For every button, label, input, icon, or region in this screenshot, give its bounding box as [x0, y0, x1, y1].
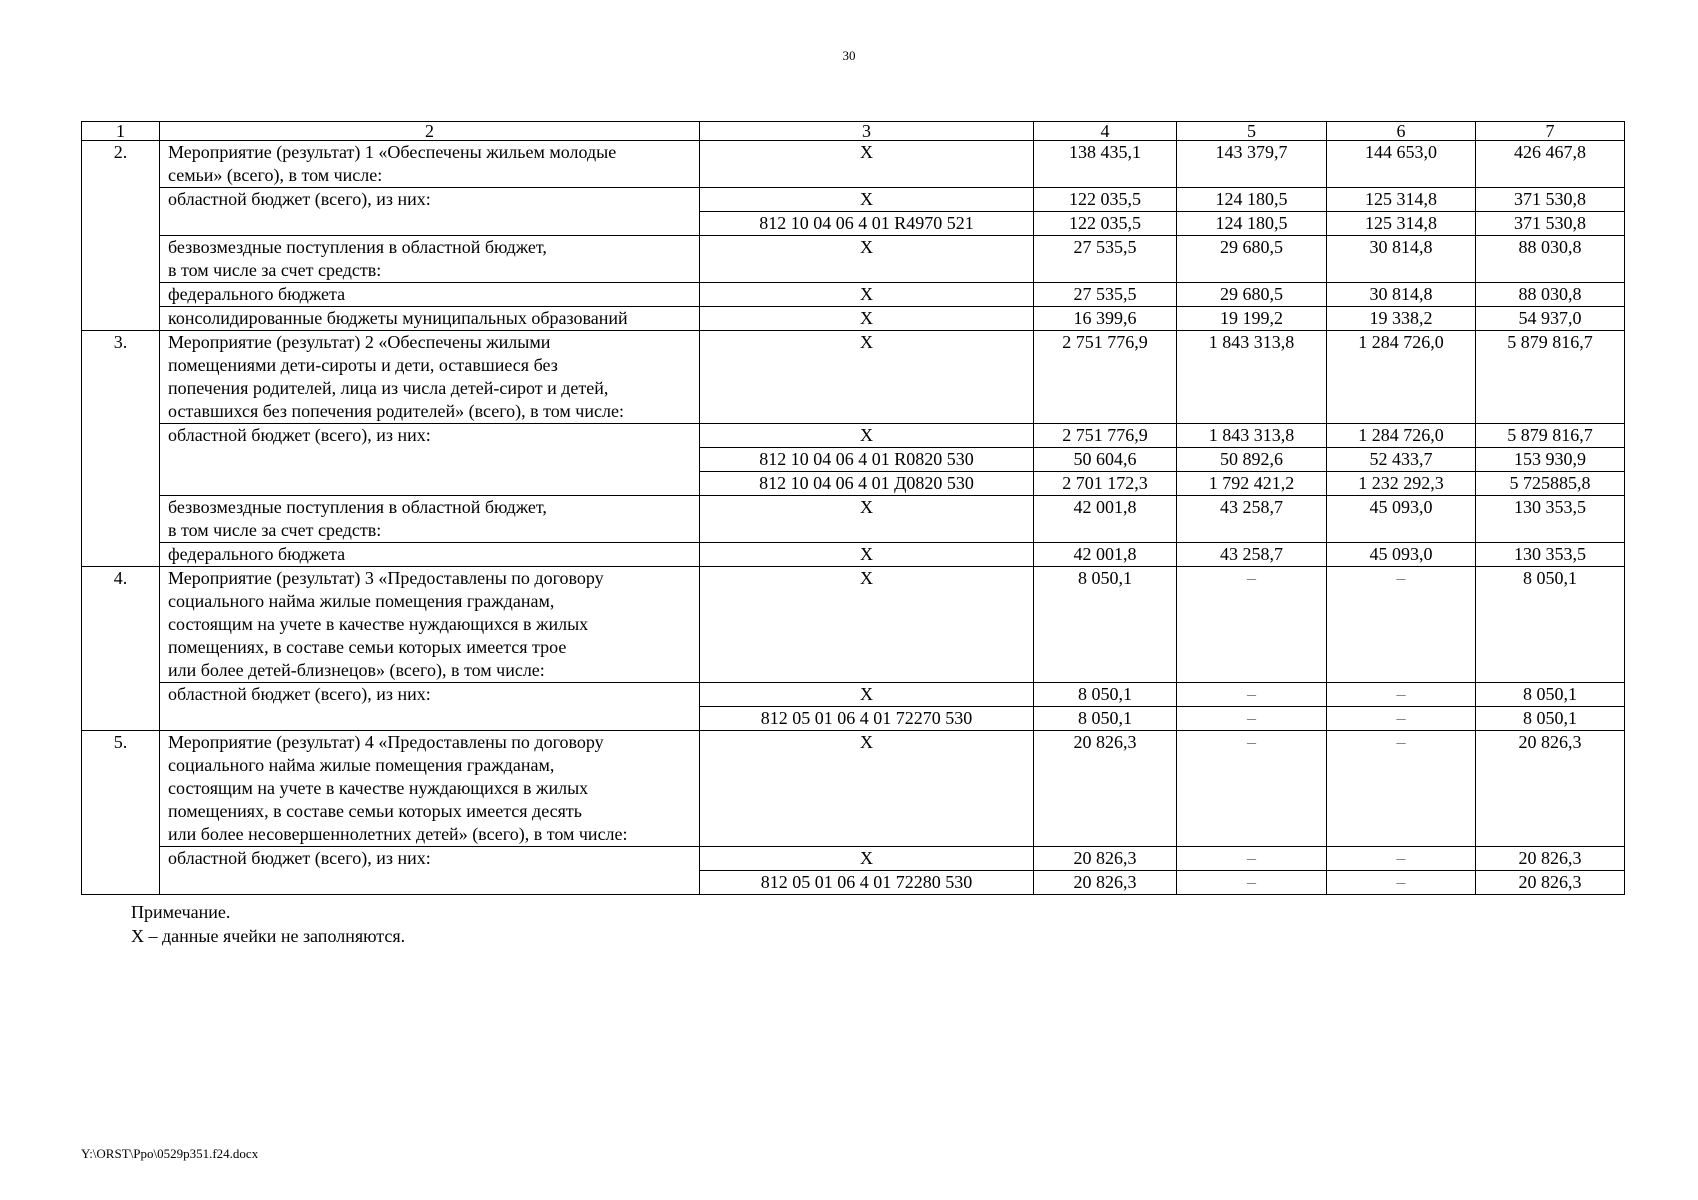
description-line: федерального бюджета: [168, 284, 346, 304]
amount-cell: 130 353,5: [1476, 496, 1625, 543]
amount-cell: 27 535,5: [1034, 236, 1177, 283]
amount-cell: 2 701 172,3: [1034, 472, 1177, 496]
amount-cell: –: [1327, 567, 1476, 683]
description-line: или более детей-близнецов» (всего), в том числе:: [168, 660, 545, 680]
amount-cell: 42 001,8: [1034, 543, 1177, 567]
note: [131, 900, 405, 948]
amount-cell: 30 814,8: [1327, 283, 1476, 307]
description-line: консолидированные бюджеты муниципальных образований: [168, 308, 628, 328]
budget-code-cell: 812 10 04 06 4 01 Д0820 530: [700, 472, 1034, 496]
page-number: 30: [842, 48, 856, 63]
description-line: Мероприятие (результат) 4 «Предоставлены по договору: [168, 732, 604, 752]
description-line: помещениях, в составе семьи которых имеется десять: [168, 801, 582, 821]
amount-cell: 1 843 313,8: [1177, 331, 1327, 424]
header-cell: 1: [82, 122, 160, 141]
amount-cell: 8 050,1: [1476, 567, 1625, 683]
amount-cell: 29 680,5: [1177, 283, 1327, 307]
budget-code-cell: Х: [700, 307, 1034, 331]
amount-cell: –: [1327, 731, 1476, 847]
amount-cell: 42 001,8: [1034, 496, 1177, 543]
amount-cell: 5 725885,8: [1476, 472, 1625, 496]
description-line: семьи» (всего), в том числе:: [168, 165, 383, 185]
amount-cell: 27 535,5: [1034, 283, 1177, 307]
description-line: помещениях, в составе семьи которых имеется трое: [168, 637, 567, 657]
amount-cell: –: [1177, 707, 1327, 731]
description-line: Мероприятие (результат) 3 «Предоставлены по договору: [168, 568, 604, 588]
description-line: Мероприятие (результат) 1 «Обеспечены жильем молодые: [168, 142, 617, 162]
budget-code-cell: Х: [700, 141, 1034, 188]
description-line: оставшихся без попечения родителей» (всего), в том числе:: [168, 401, 624, 421]
budget-code-cell: Х: [700, 731, 1034, 847]
table-row: [82, 236, 1625, 283]
amount-cell: 45 093,0: [1327, 496, 1476, 543]
table-row: [82, 731, 1625, 847]
row-description: [160, 496, 700, 543]
table-row: [82, 683, 1625, 707]
description-line: в том числе за счет средств:: [168, 260, 382, 280]
description-line: безвозмездные поступления в областной бюджет,: [168, 237, 547, 257]
row-description: [160, 847, 700, 895]
budget-code-cell: Х: [700, 283, 1034, 307]
amount-cell: –: [1327, 847, 1476, 871]
amount-cell: 1 843 313,8: [1177, 424, 1327, 448]
amount-cell: –: [1177, 683, 1327, 707]
row-description: [160, 543, 700, 567]
header-cell: 3: [700, 122, 1034, 141]
amount-cell: 1 284 726,0: [1327, 424, 1476, 448]
budget-code-cell: Х: [700, 683, 1034, 707]
header-row: [82, 122, 1625, 141]
item-number: 4.: [82, 567, 160, 731]
header-cell: 6: [1327, 122, 1476, 141]
row-description: [160, 331, 700, 424]
budget-code-cell: Х: [700, 236, 1034, 283]
footer-file-path: Y:\ORST\Ppo\0529p351.f24.docx: [81, 1146, 259, 1161]
amount-cell: 124 180,5: [1177, 212, 1327, 236]
row-description: [160, 307, 700, 331]
description-line: областной бюджет (всего), из них:: [168, 425, 431, 445]
amount-cell: 5 879 816,7: [1476, 331, 1625, 424]
amount-cell: 88 030,8: [1476, 283, 1625, 307]
header-cell: 5: [1177, 122, 1327, 141]
description-line: областной бюджет (всего), из них:: [168, 189, 431, 209]
row-description: [160, 731, 700, 847]
amount-cell: 20 826,3: [1034, 731, 1177, 847]
amount-cell: 143 379,7: [1177, 141, 1327, 188]
amount-cell: 20 826,3: [1034, 847, 1177, 871]
description-line: в том числе за счет средств:: [168, 520, 382, 540]
description-line: социального найма жилые помещения гражданам,: [168, 591, 555, 611]
row-description: [160, 683, 700, 731]
budget-code-cell: Х: [700, 847, 1034, 871]
budget-code-cell: 812 10 04 06 4 01 R4970 521: [700, 212, 1034, 236]
description-line: состоящим на учете в качестве нуждающихся в жилых: [168, 614, 589, 634]
amount-cell: 1 232 292,3: [1327, 472, 1476, 496]
description-line: попечения родителей, лица из числа детей-сирот и детей,: [168, 378, 609, 398]
budget-code-cell: 812 10 04 06 4 01 R0820 530: [700, 448, 1034, 472]
table-row: [82, 847, 1625, 871]
amount-cell: 125 314,8: [1327, 188, 1476, 212]
table-row: [82, 496, 1625, 543]
amount-cell: 20 826,3: [1476, 731, 1625, 847]
header-cell: 7: [1476, 122, 1625, 141]
amount-cell: –: [1177, 731, 1327, 847]
description-line: состоящим на учете в качестве нуждающихся в жилых: [168, 778, 589, 798]
amount-cell: 8 050,1: [1034, 683, 1177, 707]
item-number: 3.: [82, 331, 160, 567]
amount-cell: 30 814,8: [1327, 236, 1476, 283]
note-text: Х – данные ячейки не заполняются.: [131, 926, 406, 946]
table-row: [82, 543, 1625, 567]
budget-code-cell: Х: [700, 188, 1034, 212]
amount-cell: 50 892,6: [1177, 448, 1327, 472]
amount-cell: 8 050,1: [1034, 567, 1177, 683]
row-description: [160, 141, 700, 188]
amount-cell: 8 050,1: [1034, 707, 1177, 731]
row-description: [160, 188, 700, 236]
amount-cell: –: [1327, 871, 1476, 895]
budget-code-cell: 812 05 01 06 4 01 72280 530: [700, 871, 1034, 895]
amount-cell: 122 035,5: [1034, 212, 1177, 236]
amount-cell: 1 284 726,0: [1327, 331, 1476, 424]
table-row: [82, 331, 1625, 424]
amount-cell: 1 792 421,2: [1177, 472, 1327, 496]
description-line: областной бюджет (всего), из них:: [168, 848, 431, 868]
budget-code-cell: 812 05 01 06 4 01 72270 530: [700, 707, 1034, 731]
amount-cell: 43 258,7: [1177, 496, 1327, 543]
amount-cell: 45 093,0: [1327, 543, 1476, 567]
amount-cell: 5 879 816,7: [1476, 424, 1625, 448]
table-row: [82, 141, 1625, 188]
description-line: областной бюджет (всего), из них:: [168, 684, 431, 704]
description-line: безвозмездные поступления в областной бюджет,: [168, 497, 547, 517]
budget-code-cell: Х: [700, 331, 1034, 424]
amount-cell: 2 751 776,9: [1034, 424, 1177, 448]
amount-cell: 16 399,6: [1034, 307, 1177, 331]
amount-cell: 371 530,8: [1476, 188, 1625, 212]
description-line: или более несовершеннолетних детей» (всего), в том числе:: [168, 824, 628, 844]
description-line: социального найма жилые помещения гражданам,: [168, 755, 555, 775]
amount-cell: –: [1177, 847, 1327, 871]
budget-code-cell: Х: [700, 496, 1034, 543]
header-cell: 2: [160, 122, 700, 141]
budget-code-cell: Х: [700, 543, 1034, 567]
amount-cell: 54 937,0: [1476, 307, 1625, 331]
amount-cell: 19 338,2: [1327, 307, 1476, 331]
table-row: [82, 567, 1625, 683]
amount-cell: –: [1177, 567, 1327, 683]
amount-cell: 20 826,3: [1476, 847, 1625, 871]
table-row: [82, 424, 1625, 448]
table-row: [82, 188, 1625, 212]
description-line: помещениями дети-сироты и дети, оставшиеся без: [168, 355, 558, 375]
amount-cell: 2 751 776,9: [1034, 331, 1177, 424]
row-description: [160, 283, 700, 307]
item-number: 2.: [82, 141, 160, 331]
amount-cell: 122 035,5: [1034, 188, 1177, 212]
table-row: [82, 307, 1625, 331]
amount-cell: 144 653,0: [1327, 141, 1476, 188]
amount-cell: 138 435,1: [1034, 141, 1177, 188]
budget-code-cell: Х: [700, 424, 1034, 448]
amount-cell: 52 433,7: [1327, 448, 1476, 472]
note-title: Примечание.: [131, 902, 231, 922]
amount-cell: 426 467,8: [1476, 141, 1625, 188]
amount-cell: 371 530,8: [1476, 212, 1625, 236]
amount-cell: –: [1327, 683, 1476, 707]
amount-cell: 20 826,3: [1476, 871, 1625, 895]
amount-cell: 20 826,3: [1034, 871, 1177, 895]
amount-cell: 19 199,2: [1177, 307, 1327, 331]
amount-cell: 124 180,5: [1177, 188, 1327, 212]
description-line: Мероприятие (результат) 2 «Обеспечены жилыми: [168, 332, 551, 352]
row-description: [160, 567, 700, 683]
header-cell: 4: [1034, 122, 1177, 141]
amount-cell: 29 680,5: [1177, 236, 1327, 283]
table-row: [82, 283, 1625, 307]
amount-cell: 50 604,6: [1034, 448, 1177, 472]
row-description: [160, 424, 700, 496]
amount-cell: –: [1327, 707, 1476, 731]
row-description: [160, 236, 700, 283]
amount-cell: 153 930,9: [1476, 448, 1625, 472]
amount-cell: 125 314,8: [1327, 212, 1476, 236]
amount-cell: 88 030,8: [1476, 236, 1625, 283]
amount-cell: 8 050,1: [1476, 683, 1625, 707]
amount-cell: 43 258,7: [1177, 543, 1327, 567]
description-line: федерального бюджета: [168, 544, 346, 564]
budget-table: [81, 121, 1625, 895]
amount-cell: –: [1177, 871, 1327, 895]
item-number: 5.: [82, 731, 160, 895]
amount-cell: 8 050,1: [1476, 707, 1625, 731]
amount-cell: 130 353,5: [1476, 543, 1625, 567]
budget-code-cell: Х: [700, 567, 1034, 683]
